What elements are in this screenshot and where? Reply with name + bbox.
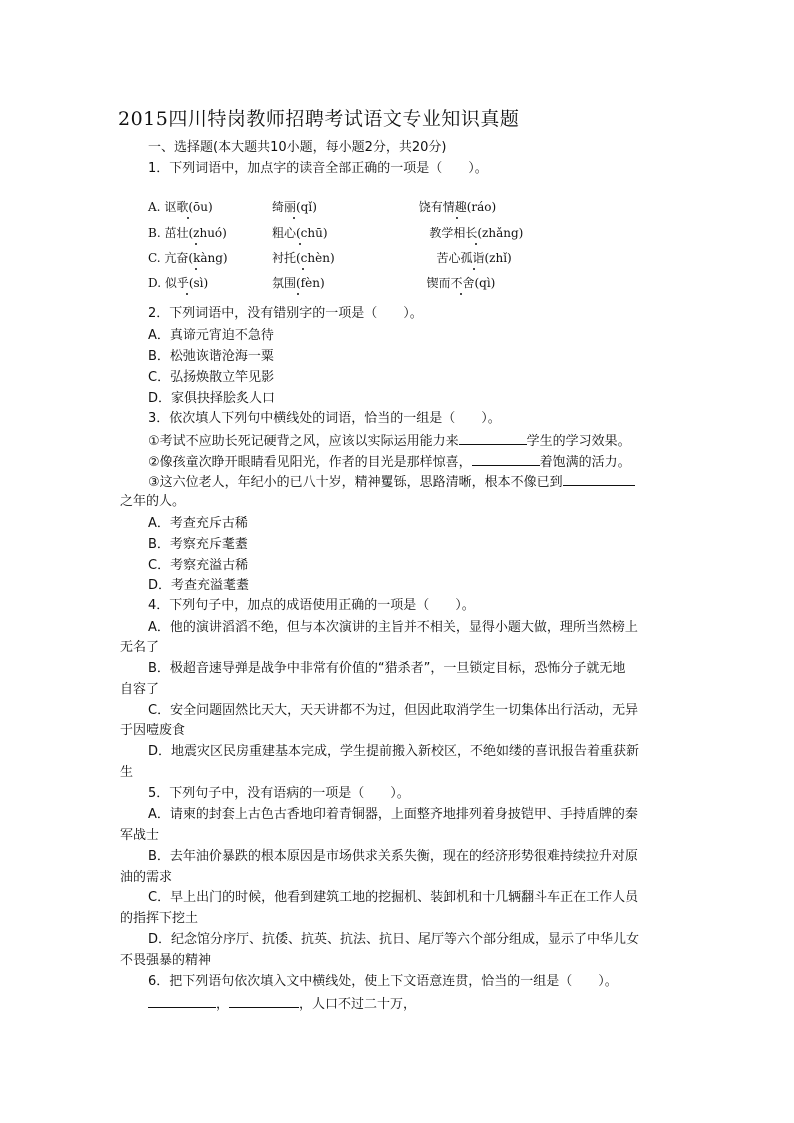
question-1-option-c	[148, 249, 512, 266]
question-5-option-a-cont: 军战士	[120, 828, 160, 843]
question-4-option-a-cont: 无名了	[120, 640, 160, 655]
question-3-option-c: C．考察充溢古稀	[148, 558, 249, 573]
question-4-option-c-cont: 于因噎废食	[120, 723, 186, 738]
question-1-stem: 1．下列词语中，加点字的读音全部正确的一项是（ ）。	[148, 161, 488, 176]
option-word: 粗心(chū)	[272, 226, 328, 240]
question-3-sentence-3	[148, 473, 635, 491]
document-title: 2015四川特岗教师招聘考试语文专业知识真题	[118, 108, 520, 130]
sentence-text: ②像孩童次睁开眼睛看见阳光，作者的目光是那样惊喜，	[148, 455, 472, 470]
answer-blank	[472, 453, 540, 466]
question-2-option-d: D．家俱抉择脍炙人口	[148, 391, 276, 406]
question-4-option-d: D．地震灾区民房重建基本完成，学生提前搬入新校区，不绝如缕的喜讯报告着重获新	[148, 744, 640, 759]
question-4-option-c: C．安全问题固然比天大，天天讲都不为过，但因此取消学生一切集体出行活动，无异	[148, 703, 639, 718]
question-4-option-d-cont: 生	[120, 765, 134, 780]
sentence-text: ①考试不应助长死记硬背之风，应该以实际运用能力来	[148, 434, 459, 449]
question-5-option-b: B．去年油价暴跌的根本原因是市场供求关系失衡，现在的经济形势很难持续拉升对原	[148, 849, 638, 864]
option-word: 绮丽(qǐ)	[272, 200, 317, 214]
option-word: 饶有情趣(ráo)	[418, 200, 497, 214]
question-1-option-d	[148, 274, 496, 291]
question-4-option-b-cont: 自容了	[120, 682, 160, 697]
option-letter: B.	[148, 226, 161, 240]
option-word: 讴歌(ōu)	[164, 200, 213, 214]
answer-blank	[563, 473, 635, 486]
question-1-option-a	[148, 198, 497, 215]
question-3-stem: 3．依次填人下列句中横线处的词语，恰当的一组是（ ）。	[148, 411, 501, 426]
option-word: 亢奋(kàng)	[164, 251, 228, 265]
option-letter: A.	[148, 200, 161, 214]
option-letter: D.	[148, 276, 162, 290]
question-3-option-d: D．考查充溢耄耋	[148, 578, 250, 593]
answer-blank	[229, 995, 299, 1008]
section-heading: 一、选择题(本大题共10小题，每小题2分，共20分)	[148, 140, 447, 155]
sentence-text: 学生的学习效果。	[526, 434, 631, 449]
question-1-option-b	[148, 224, 524, 241]
question-5-option-c-cont: 的指挥下挖土	[120, 911, 199, 926]
question-5-option-c: C．早上出门的时候，他看到建筑工地的挖掘机、装卸机和十几辆翻斗车正在工作人员	[148, 890, 639, 905]
option-word: 苦心孤诣(zhǐ)	[436, 251, 512, 265]
question-3-sentence-3-cont: 之年的人。	[120, 494, 186, 509]
option-word: 似乎(sì)	[164, 276, 209, 290]
question-4-option-a: A．他的演讲滔滔不绝，但与本次演讲的主旨并不相关，显得小题大做，理所当然榜上	[148, 620, 638, 635]
question-3-option-b: B．考察充斥耄耋	[148, 537, 248, 552]
sentence-text: ，人口不过二十万，	[299, 997, 417, 1012]
sentence-text: 着饱满的活力。	[539, 455, 631, 470]
option-word: 衬托(chèn)	[272, 251, 335, 265]
question-2-option-c: C．弘扬焕散立竿见影	[148, 370, 275, 385]
question-3-sentence-1	[148, 432, 631, 450]
question-5-stem: 5．下列句子中，没有语病的一项是（ ）。	[148, 786, 410, 801]
question-3-sentence-2	[148, 453, 631, 471]
question-6-passage	[148, 995, 416, 1013]
option-word: 茁壮(zhuó)	[164, 226, 227, 240]
question-2-option-b: B．松弛诙谐沧海一粟	[148, 349, 274, 364]
option-word: 锲而不舍(qì)	[426, 276, 496, 290]
sentence-text: ③这六位老人，年纪小的已八十岁，精神矍铄，思路清晰，根本不像已到	[148, 475, 563, 490]
question-2-stem: 2．下列词语中，没有错别字的一项是（ ）。	[148, 306, 423, 321]
question-5-option-d: D．纪念馆分序厅、抗倭、抗英、抗法、抗日、尾厅等六个部分组成，显示了中华儿女	[148, 932, 640, 947]
question-5-option-b-cont: 油的需求	[120, 870, 173, 885]
option-word: 氛围(fèn)	[272, 276, 325, 290]
question-6-stem: 6．把下列语句依次填入文中横线处，使上下文语意连贯，恰当的一组是（ ）。	[148, 974, 618, 989]
question-4-option-b: B．极超音速导弹是战争中非常有价值的“猎杀者”，一旦锁定目标，恐怖分子就无地	[148, 661, 626, 676]
option-word: 教学相长(zhǎng)	[429, 226, 524, 240]
question-3-option-a: A．考查充斥古稀	[148, 516, 248, 531]
sentence-text: ，	[216, 997, 230, 1012]
question-5-option-a: A．请柬的封套上古色古香地印着青铜器，上面整齐地排列着身披铠甲、手持盾牌的秦	[148, 807, 638, 822]
answer-blank	[459, 432, 527, 445]
question-5-option-d-cont: 不畏强暴的精神	[120, 953, 212, 968]
question-2-option-a: A．真谛元宵迫不急待	[148, 328, 274, 343]
answer-blank	[148, 995, 216, 1008]
question-4-stem: 4．下列句子中，加点的成语使用正确的一项是（ ）。	[148, 598, 475, 613]
option-letter: C.	[148, 251, 161, 265]
